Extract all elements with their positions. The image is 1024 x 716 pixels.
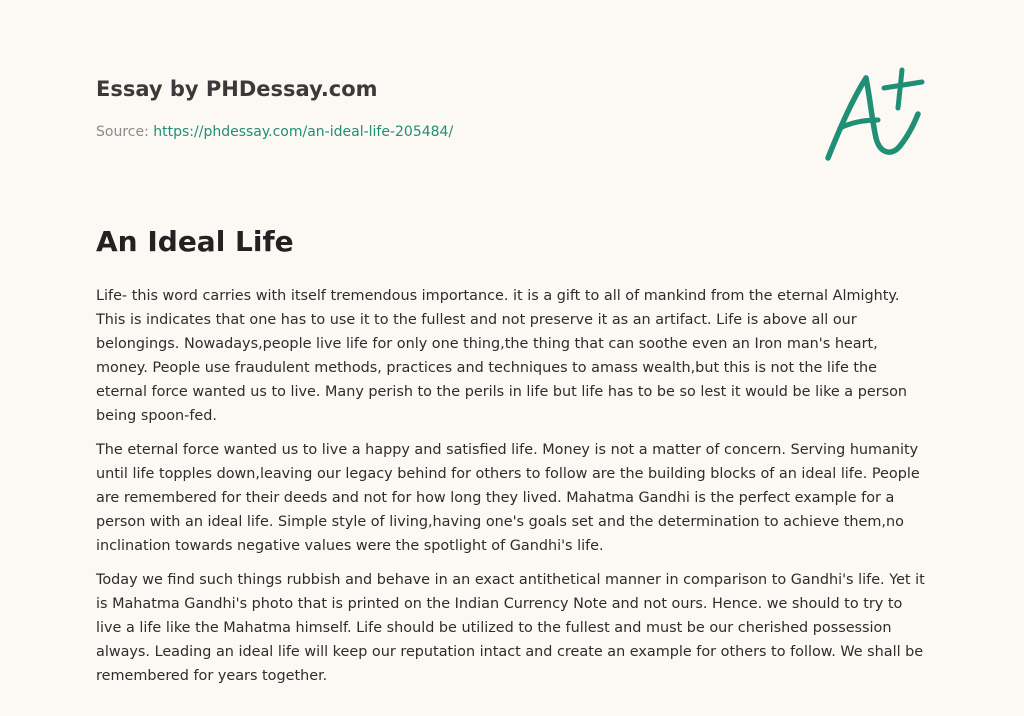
essay-paragraph: Today we find such things rubbish and behave in an exact antithetical manner in comparison to Gandhi's life. Yet it is Mahatma Gandhi's photo that is printed on the Indian Currency Note and not ours. Hence. we should to try to live a life like the Mahatma himself. Life should be utilized to the fullest and must be our cherished possession always. Leading an ideal life will keep our reputation intact and create an example for others to follow. We shall be remembered for years together. [96, 572, 925, 684]
a-plus-grade-icon [818, 64, 930, 168]
essay-paragraph: The eternal force wanted us to live a happy and satisfied life. Money is not a matter of concern. Serving humanity until life topples down,leaving our legacy behind for others to follow are the building blocks of an ideal life. People are remembered for their deeds and not for how long they lived. Mahatma Gandhi is the perfect example for a person with an ideal life. Simple style of living,having one's goals set and the determination to achieve them,no inclination towards negative values were the spotlight of Gandhi's life. [96, 442, 920, 554]
essay-body [96, 284, 932, 698]
essay-paragraph: Life- this word carries with itself tremendous importance. it is a gift to all of mankind from the eternal Almighty. This is indicates that one has to use it to the fullest and not preserve it as an artifact. Life is above all our belongings. Nowadays,people live life for only one thing,the thing that can soothe even an Iron man's heart, money. People use fraudulent methods, practices and techniques to amass wealth,but this is not the life the eternal force wanted us to live. Many perish to the perils in life but life has to be so lest it would be like a person being spoon-fed. [96, 288, 908, 424]
source-label: Source: [96, 124, 149, 140]
essay-title: An Ideal Life [96, 225, 294, 258]
site-title: Essay by PHDessay.com [96, 77, 378, 101]
source-link[interactable]: https://phdessay.com/an-ideal-life-205484/ [153, 124, 454, 140]
source-line [96, 124, 453, 140]
